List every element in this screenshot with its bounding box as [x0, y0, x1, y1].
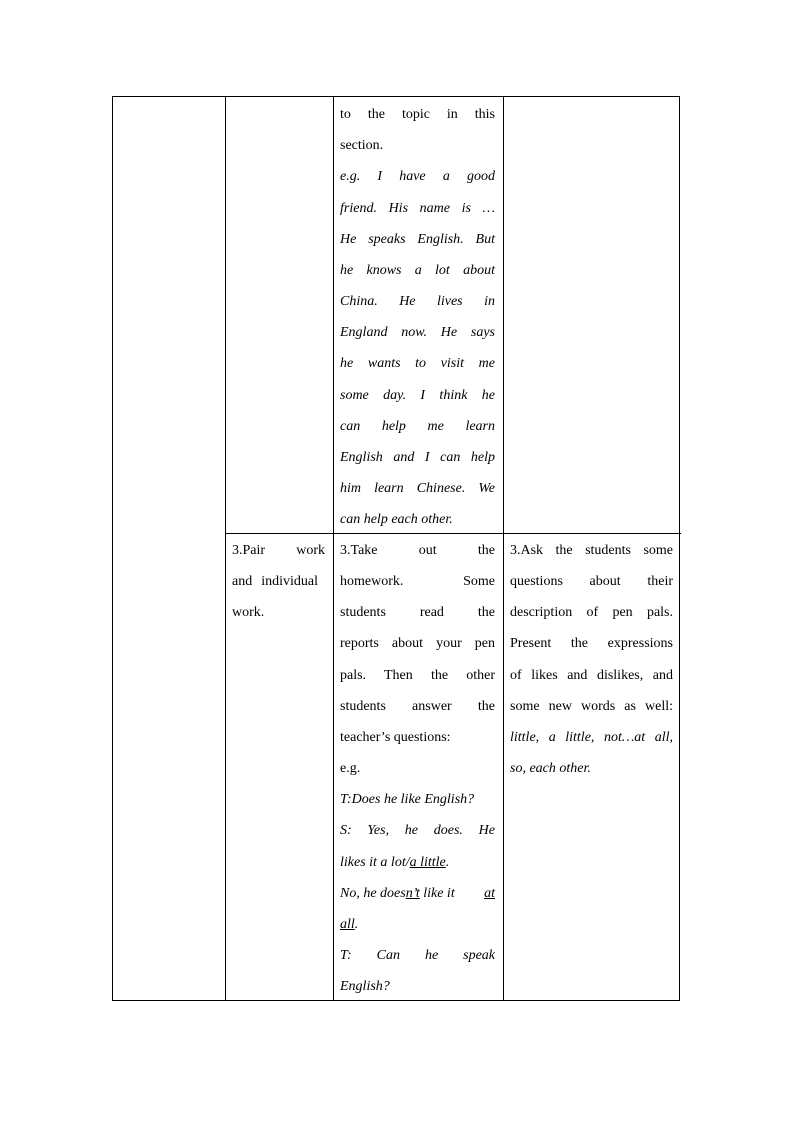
text-line: 3.Pair work — [232, 543, 325, 558]
column-divider — [503, 97, 504, 1000]
text-line: and individual — [232, 574, 318, 589]
text-line: e.g. — [340, 761, 361, 776]
text-line: work. — [232, 605, 265, 620]
text-line: can help me learn — [340, 419, 495, 434]
text-line: section. — [340, 138, 384, 153]
text-line: students answer the — [340, 699, 495, 714]
text-line: 3.Take out the — [340, 543, 495, 558]
column-divider — [333, 97, 334, 1000]
lesson-plan-table — [112, 96, 680, 1001]
text-line: he wants to visit me — [340, 356, 495, 371]
dialogue-line — [340, 886, 495, 902]
text-line: of likes and dislikes, and — [510, 668, 673, 683]
text-line: students read the — [340, 605, 495, 620]
text-line: England now. He says — [340, 325, 495, 340]
underlined-phrase: a little — [409, 855, 446, 870]
text-line: can help each other. — [340, 512, 453, 527]
text-line: him learn Chinese. We — [340, 481, 495, 496]
dialogue-line — [340, 917, 358, 933]
dialogue-line: S: Yes, he does. He — [340, 823, 495, 838]
text-line: 3.Ask the students some — [510, 543, 673, 558]
dialogue-line: T:Does he like English? — [340, 792, 475, 807]
underlined-phrase: all — [340, 917, 355, 932]
text-line: English and I can help — [340, 450, 495, 465]
dialogue-text: . — [445, 855, 450, 870]
underlined-phrase: n’t — [405, 886, 420, 901]
text-line: reports about your pen — [340, 636, 495, 651]
text-line: friend. His name is … — [340, 201, 495, 216]
dialogue-text: . — [354, 917, 359, 932]
text-line: some day. I think he — [340, 388, 495, 403]
text-line: he knows a lot about — [340, 263, 495, 278]
dialogue-text: No, he does — [340, 886, 406, 901]
text-line: teacher’s questions: — [340, 730, 451, 745]
text-line: Present the expressions — [510, 636, 673, 651]
column-divider — [225, 97, 226, 1000]
text-line: questions about their — [510, 574, 673, 589]
underlined-phrase: at — [484, 886, 495, 901]
text-line: He speaks English. But — [340, 232, 495, 247]
text-line: China. He lives in — [340, 294, 495, 309]
text-line: e.g. I have a good — [340, 169, 495, 184]
row-divider — [225, 533, 681, 534]
text-line: little, a little, not…at all, — [510, 730, 673, 745]
text-line: so, each other. — [510, 761, 591, 776]
dialogue-text: likes it a lot/ — [340, 855, 410, 870]
dialogue-text — [340, 886, 458, 902]
dialogue-line — [340, 855, 449, 871]
text-line: pals. Then the other — [340, 668, 495, 683]
text-line: description of pen pals. — [510, 605, 673, 620]
text-line: to the topic in this — [340, 107, 495, 122]
dialogue-text: like it — [419, 886, 459, 901]
text-line: homework. Some — [340, 574, 495, 589]
text-line: some new words as well: — [510, 699, 673, 714]
dialogue-line: English? — [340, 979, 390, 994]
dialogue-line: T: Can he speak — [340, 948, 495, 963]
